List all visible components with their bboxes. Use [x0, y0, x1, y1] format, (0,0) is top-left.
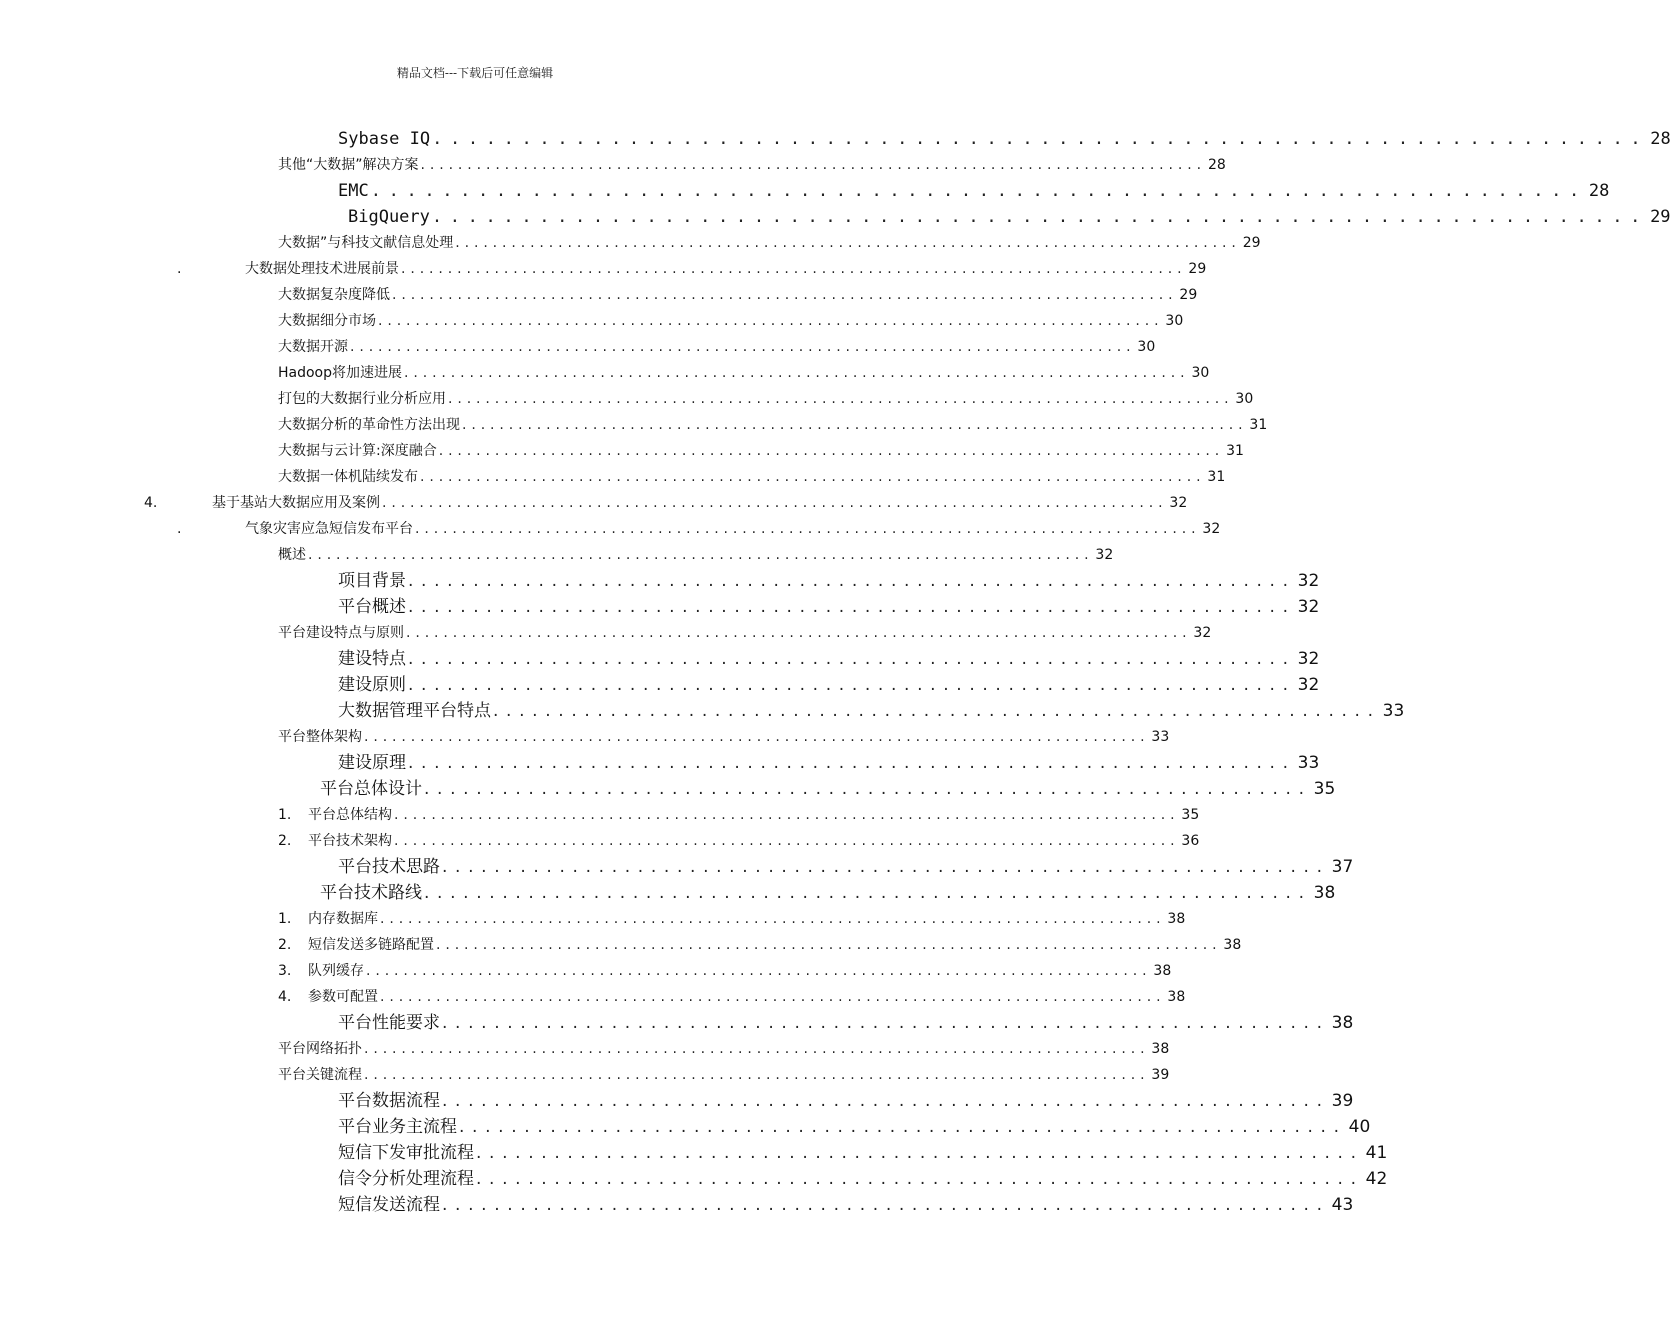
toc-dot-leader: .................................................................................... — [394, 833, 1180, 849]
toc-dot-leader: .................................................................................... — [364, 1041, 1150, 1057]
toc-entry[interactable] — [278, 439, 1244, 463]
toc-entry[interactable] — [177, 517, 1221, 541]
toc-entry-title: 打包的大数据行业分析应用 — [278, 391, 446, 407]
toc-dot-leader: .................................................................... — [424, 779, 1312, 799]
toc-entry-title: 建设原理 — [338, 753, 406, 773]
toc-entry-title: 大数据与云计算:深度融合 — [278, 443, 437, 459]
toc-dot-leader: .................................................................... — [459, 1117, 1347, 1137]
toc-entry-title: 平台技术思路 — [338, 857, 440, 877]
toc-entry-title: 建设特点 — [338, 649, 406, 669]
toc-entry-number: 1. — [278, 911, 292, 927]
toc-entry-title: 大数据开源 — [278, 339, 348, 355]
toc-entry-title: 大数据分析的革命性方法出现 — [278, 417, 460, 433]
toc-entry-number: 4. — [144, 495, 158, 511]
toc-entry-page: 41 — [1365, 1143, 1388, 1163]
toc-entry-title: 基于基站大数据应用及案例 — [212, 495, 380, 511]
toc-entry[interactable] — [177, 257, 1207, 281]
toc-dot-leader: .................................................................................... — [392, 287, 1178, 303]
toc-entry[interactable] — [278, 153, 1226, 177]
toc-entry[interactable] — [278, 309, 1184, 333]
toc-entry-page: 32 — [1193, 625, 1212, 641]
toc-entry-page: 31 — [1226, 443, 1244, 459]
toc-dot-leader: .................................................................... — [424, 883, 1312, 903]
toc-entry-title: Hadoop将加速进展 — [278, 365, 403, 381]
toc-dot-leader: .................................................................................... — [350, 339, 1136, 355]
toc-entry[interactable] — [338, 1089, 1354, 1113]
toc-entry-page: 38 — [1331, 1013, 1354, 1033]
toc-dot-leader: .................................................................................... — [308, 547, 1094, 563]
toc-dot-leader: .................................................................................... — [404, 365, 1190, 381]
toc-entry-page: 29 — [1188, 261, 1207, 277]
toc-entry-page: 32 — [1297, 597, 1320, 617]
toc-entry-title: 其他“大数据”解决方案 — [278, 157, 419, 173]
toc-entry-title: 平台网络拓扑 — [278, 1041, 362, 1057]
toc-entry-title: 平台业务主流程 — [338, 1117, 457, 1137]
toc-entry[interactable] — [278, 465, 1226, 489]
toc-dot-leader: .................................................................................... — [380, 989, 1166, 1005]
toc-entry-page: 38 — [1167, 911, 1186, 927]
toc-entry-title: 大数据一体机陆续发布 — [278, 469, 418, 485]
toc-entry-number: 3. — [278, 963, 292, 979]
toc-dot-leader: .................................................................... — [408, 571, 1296, 591]
toc-dot-leader: .................................................................... — [442, 857, 1330, 877]
toc-entry-number: 2. — [278, 937, 292, 953]
toc-dot-leader: .................................................................................... — [436, 937, 1222, 953]
toc-dot-leader: .................................................................... — [431, 207, 1649, 227]
toc-entry-title: 大数据”与科技文献信息处理 — [278, 235, 454, 251]
toc-entry[interactable] — [338, 1193, 1354, 1217]
toc-dot-leader: .................................................................................... — [364, 1067, 1150, 1083]
toc-entry-title: BigQuery — [348, 207, 430, 227]
toc-dot-leader: .................................................................................... — [415, 521, 1201, 537]
toc-entry-page: 33 — [1297, 753, 1320, 773]
toc-dot-leader: .................................................................... — [432, 129, 1649, 149]
toc-entry[interactable] — [338, 179, 1610, 203]
toc-dot-leader: .................................................................................... — [380, 911, 1166, 927]
toc-entry[interactable] — [278, 933, 1242, 957]
toc-entry-page: 38 — [1167, 989, 1186, 1005]
toc-entry-title: 大数据复杂度降低 — [278, 287, 390, 303]
toc-entry[interactable] — [338, 595, 1320, 619]
toc-entry-title: 队列缓存 — [308, 963, 364, 979]
toc-entry[interactable] — [338, 569, 1320, 593]
toc-entry-page: 32 — [1095, 547, 1114, 563]
toc-dot-leader: .................................................................... — [370, 181, 1587, 201]
toc-dot-leader: .................................................................... — [408, 675, 1296, 695]
toc-entry[interactable] — [278, 361, 1210, 385]
toc-dot-leader: .................................................................................... — [366, 963, 1152, 979]
toc-entry[interactable] — [278, 725, 1170, 749]
toc-entry-title: 项目背景 — [338, 571, 406, 591]
toc-dot-leader: .................................................................... — [476, 1143, 1364, 1163]
toc-entry-page: 31 — [1207, 469, 1226, 485]
toc-entry-title: 内存数据库 — [308, 911, 378, 927]
toc-entry-title: 平台技术架构 — [308, 833, 392, 849]
toc-entry-title: 平台关键流程 — [278, 1067, 362, 1083]
toc-entry-page: 36 — [1181, 833, 1200, 849]
toc-entry-page: 42 — [1365, 1169, 1388, 1189]
toc-entry-title: 大数据管理平台特点 — [338, 701, 491, 721]
toc-entry-page: 32 — [1297, 571, 1320, 591]
toc-entry[interactable] — [338, 1141, 1388, 1165]
toc-entry-title: 平台概述 — [338, 597, 406, 617]
toc-entry-page: 33 — [1382, 701, 1405, 721]
toc-entry-page: 31 — [1249, 417, 1268, 433]
toc-dot-leader: .................................................................................... — [438, 443, 1225, 459]
toc-entry-number: 1. — [278, 807, 292, 823]
toc-entry-title: 平台整体架构 — [278, 729, 362, 745]
toc-entry[interactable] — [348, 205, 1671, 229]
toc-entry-page: 33 — [1151, 729, 1170, 745]
toc-dot-leader: .................................................................................... — [462, 417, 1248, 433]
toc-entry-title: 气象灾害应急短信发布平台 — [245, 521, 413, 537]
toc-entry[interactable] — [338, 699, 1405, 723]
toc-entry-number: . — [177, 261, 182, 277]
toc-dot-leader: .................................................................... — [476, 1169, 1364, 1189]
toc-entry-title: 平台总体结构 — [308, 807, 392, 823]
toc-entry-title: 平台建设特点与原则 — [278, 625, 404, 641]
toc-entry[interactable] — [338, 751, 1320, 775]
toc-entry[interactable] — [278, 387, 1254, 411]
toc-entry-title: 短信发送多链路配置 — [308, 937, 434, 953]
toc-entry[interactable] — [338, 1115, 1371, 1139]
toc-dot-leader: .................................................................................... — [420, 157, 1206, 173]
toc-entry-page: 43 — [1331, 1195, 1354, 1215]
toc-entry[interactable] — [278, 1063, 1170, 1087]
toc-entry-page: 32 — [1297, 649, 1320, 669]
toc-dot-leader: .................................................................... — [442, 1195, 1330, 1215]
toc-entry[interactable] — [278, 283, 1198, 307]
toc-entry-page: 32 — [1169, 495, 1188, 511]
toc-entry-title: 大数据处理技术进展前景 — [245, 261, 399, 277]
toc-entry-page: 35 — [1313, 779, 1336, 799]
toc-entry-title: Sybase IQ — [338, 129, 431, 149]
toc-dot-leader: .................................................................... — [442, 1091, 1330, 1111]
toc-entry[interactable] — [320, 777, 1336, 801]
toc-entry-page: 35 — [1181, 807, 1200, 823]
toc-entry[interactable] — [278, 621, 1212, 645]
toc-entry[interactable] — [278, 985, 1186, 1009]
toc-dot-leader: .................................................................................... — [401, 261, 1187, 277]
toc-dot-leader: .................................................................................... — [455, 235, 1241, 251]
toc-entry-page: 38 — [1313, 883, 1336, 903]
toc-entry[interactable] — [278, 803, 1200, 827]
toc-entry[interactable] — [278, 543, 1114, 567]
toc-dot-leader: .................................................................................... — [382, 495, 1168, 511]
toc-entry-page: 39 — [1331, 1091, 1354, 1111]
toc-dot-leader: .................................................................................... — [378, 313, 1164, 329]
toc-entry[interactable] — [320, 881, 1336, 905]
toc-entry-title: 平台数据流程 — [338, 1091, 440, 1111]
toc-entry-title: 参数可配置 — [308, 989, 378, 1005]
toc-entry-page: 28 — [1588, 181, 1610, 201]
toc-entry-page: 29 — [1650, 207, 1671, 227]
toc-entry[interactable] — [278, 907, 1186, 931]
toc-entry[interactable] — [144, 491, 1188, 515]
toc-entry-page: 28 — [1650, 129, 1671, 149]
toc-dot-leader: .................................................................... — [408, 597, 1296, 617]
toc-entry-page: 38 — [1151, 1041, 1170, 1057]
toc-dot-leader: .................................................................................... — [448, 391, 1234, 407]
toc-entry[interactable] — [338, 127, 1671, 151]
toc-entry-page: 29 — [1242, 235, 1261, 251]
toc-entry-page: 32 — [1202, 521, 1221, 537]
toc-entry-page: 30 — [1137, 339, 1156, 355]
toc-entry[interactable] — [338, 647, 1320, 671]
toc-entry-title: 大数据细分市场 — [278, 313, 376, 329]
toc-dot-leader: .................................................................................... — [406, 625, 1192, 641]
toc-entry-title: 平台技术路线 — [320, 883, 422, 903]
toc-dot-leader: .................................................................... — [442, 1013, 1330, 1033]
toc-entry-page: 29 — [1179, 287, 1198, 303]
toc-entry[interactable] — [338, 673, 1320, 697]
toc-entry[interactable] — [338, 1167, 1388, 1191]
toc-entry-page: 28 — [1207, 157, 1226, 173]
toc-entry-page: 38 — [1153, 963, 1172, 979]
toc-dot-leader: .................................................................... — [408, 753, 1296, 773]
toc-entry-title: 短信下发审批流程 — [338, 1143, 474, 1163]
toc-entry-title: EMC — [338, 181, 369, 201]
toc-entry-number: 4. — [278, 989, 292, 1005]
toc-entry-page: 38 — [1223, 937, 1242, 953]
toc-entry-title: 信令分析处理流程 — [338, 1169, 474, 1189]
toc-entry-title: 建设原则 — [338, 675, 406, 695]
toc-entry-number: . — [177, 521, 182, 537]
toc-dot-leader: .................................................................................... — [420, 469, 1206, 485]
toc-entry[interactable] — [278, 335, 1156, 359]
toc-entry[interactable] — [338, 1011, 1354, 1035]
toc-entry-page: 30 — [1165, 313, 1184, 329]
toc-dot-leader: .................................................................................... — [394, 807, 1180, 823]
toc-entry-title: 平台总体设计 — [320, 779, 422, 799]
toc-entry-title: 平台性能要求 — [338, 1013, 440, 1033]
toc-entry[interactable] — [278, 959, 1172, 983]
toc-entry-title: 短信发送流程 — [338, 1195, 440, 1215]
toc-dot-leader: .................................................................... — [493, 701, 1381, 721]
toc-entry[interactable] — [278, 231, 1261, 255]
toc-dot-leader: .................................................................................... — [364, 729, 1150, 745]
toc-entry-page: 30 — [1235, 391, 1254, 407]
toc-entry-page: 39 — [1151, 1067, 1170, 1083]
toc-dot-leader: .................................................................... — [408, 649, 1296, 669]
toc-entry[interactable] — [338, 855, 1354, 879]
toc-entry-title: 概述 — [278, 547, 306, 563]
toc-entry-number: 2. — [278, 833, 292, 849]
toc-entry[interactable] — [278, 829, 1200, 853]
toc-entry[interactable] — [278, 413, 1268, 437]
toc-entry[interactable] — [278, 1037, 1170, 1061]
toc-entry-page: 40 — [1348, 1117, 1371, 1137]
page-header: 精品文档---下载后可任意编辑 — [396, 66, 554, 80]
toc-entry-page: 30 — [1191, 365, 1210, 381]
toc-entry-page: 37 — [1331, 857, 1354, 877]
toc-entry-page: 32 — [1297, 675, 1320, 695]
